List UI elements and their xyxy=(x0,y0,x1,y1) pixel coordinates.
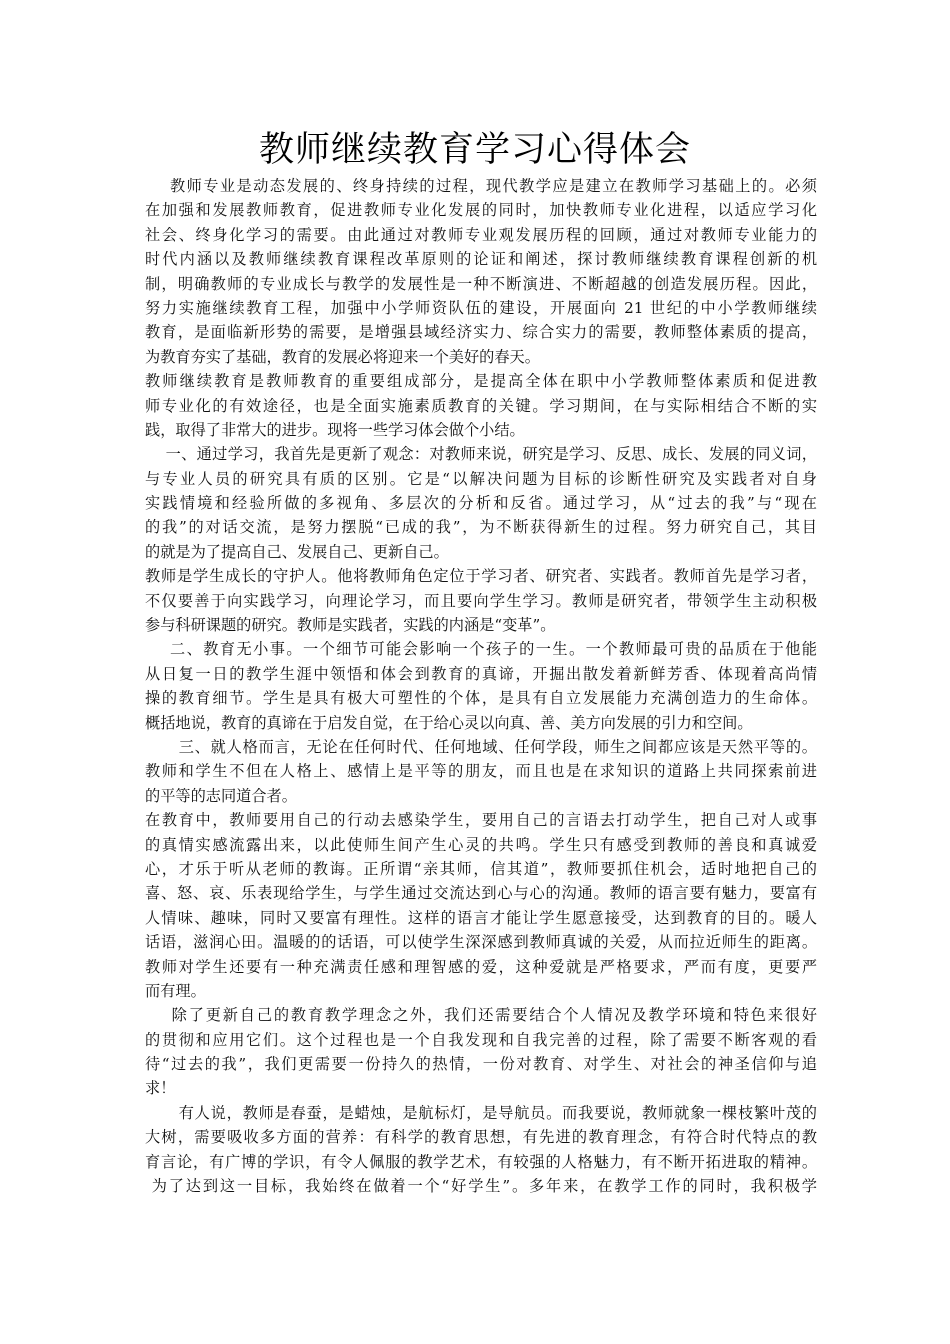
text-line: 求！ xyxy=(145,1079,176,1098)
text-line: 教师专业是动态发展的、终身持续的过程，现代教学应是建立在教师学习基础上的。必须 xyxy=(145,177,817,195)
text-line: 教师对学生还要有一种充满责任感和理智感的爱，这种爱就是严格要求，严而有度，更要严 xyxy=(145,957,817,976)
text-line: 二、教育无小事。一个细节可能会影响一个孩子的一生。一个教师最可贵的品质在于他能 xyxy=(145,640,817,659)
text-line: 努力实施继续教育工程，加强中小学师资队伍的建设，开展面向 21 世纪的中小学教师继续 xyxy=(145,298,817,317)
text-line: 教师是学生成长的守护人。他将教师角色定位于学习者、研究者、实践者。教师首先是学习者， xyxy=(145,567,817,586)
text-line: 制，明确教师的专业成长与教学的发展性是一种不断演进、不断超越的创造发展历程。因此， xyxy=(145,274,817,293)
text-line: 待“过去的我”，我们更需要一份持久的热情，一份对教育、对学生、对社会的神圣信仰与追 xyxy=(145,1055,817,1074)
text-line: 社会、终身化学习的需要。由此通过对教师专业观发展历程的回顾，通过对教师专业能力的 xyxy=(145,225,817,244)
text-line: 的我”的对话交流，是努力摆脱“已成的我”，为不断获得新生的过程。努力研究自己，其目 xyxy=(145,518,817,537)
text-line: 话语，滋润心田。温暖的的话语，可以使学生深深感到教师真诚的关爱，从而拉近师生的距离。 xyxy=(145,933,817,952)
text-line: 大树，需要吸收多方面的营养：有科学的教育思想，有先进的教育理念，有符合时代特点的教 xyxy=(145,1128,817,1147)
text-line: 参与科研课题的研究。教师是实践者，实践的内涵是“变革”。 xyxy=(145,616,556,635)
text-line: 育言论，有广博的学识，有令人佩服的教学艺术，有较强的人格魅力，有不断开拓进取的精神。 xyxy=(145,1152,817,1171)
document-body xyxy=(145,174,817,1198)
document-title: 教师继续教育学习心得体会 xyxy=(258,130,691,170)
text-line: 有人说，教师是春蚕，是蜡烛，是航标灯，是导航员。而我要说，教师就象一棵枝繁叶茂的 xyxy=(145,1103,817,1122)
text-line: 的平等的志同道合者。 xyxy=(145,786,297,805)
text-line: 从日复一日的教学生涯中领悟和体会到教育的真谛，开掘出散发着新鲜芳香、体现着高尚情 xyxy=(145,664,817,683)
text-line: 概括地说，教育的真谛在于启发自觉，在于给心灵以向真、善、美方向发展的引力和空间。 xyxy=(145,713,753,732)
text-line: 为了达到这一目标，我始终在做着一个“好学生”。多年来，在教学工作的同时，我积极学 xyxy=(145,1177,817,1196)
text-line: 三、就人格而言，无论在任何时代、任何地域、任何学段，师生之间都应该是天然平等的。 xyxy=(145,737,817,756)
text-line: 教育，是面临新形势的需要，是增强县域经济实力、综合实力的需要，教师整体素质的提高， xyxy=(145,323,817,342)
text-line: 师专业化的有效途径，也是全面实施素质教育的关键。学习期间，在与实际相结合不断的实 xyxy=(145,396,817,415)
text-line: 教师和学生不但在人格上、感情上是平等的朋友，而且也是在求知识的道路上共同探索前进 xyxy=(145,762,817,781)
text-line: 不仅要善于向实践学习，向理论学习，而且要向学生学习。教师是研究者，带领学生主动积极 xyxy=(145,591,817,610)
text-line: 践，取得了非常大的进步。现将一些学习体会做个小结。 xyxy=(145,420,525,439)
text-line: 时代内涵以及教师继续教育课程改革原则的论证和阐述，探讨教师继续教育课程创新的机 xyxy=(145,250,817,269)
text-line: 在教育中，教师要用自己的行动去感染学生，要用自己的言语去打动学生，把自己对人或事 xyxy=(145,811,817,830)
text-line: 除了更新自己的教育教学理念之外，我们还需要结合个人情况及教学环境和特色来很好 xyxy=(145,1006,817,1025)
text-line: 而有理。 xyxy=(145,981,206,1000)
text-line: 在加强和发展教师教育，促进教师专业化发展的同时，加快教师专业化进程，以适应学习化 xyxy=(145,201,817,220)
text-line: 的贯彻和应用它们。这个过程也是一个自我发现和自我完善的过程，除了需要不断客观的看 xyxy=(145,1030,817,1049)
text-line: 与专业人员的研究具有质的区别。它是“以解决问题为目标的诊断性研究及实践者对自身 xyxy=(145,469,817,488)
text-line: 教师继续教育是教师教育的重要组成部分，是提高全体在职中小学教师整体素质和促进教 xyxy=(145,372,817,391)
text-line: 喜、怒、哀、乐表现给学生，与学生通过交流达到心与心的沟通。教师的语言要有魅力，要富有 xyxy=(145,884,817,903)
text-line: 操的教育细节。学生是具有极大可塑性的个体，是具有自立发展能力充满创造力的生命体。 xyxy=(145,689,817,708)
text-line: 为教育夯实了基础，教育的发展必将迎来一个美好的春天。 xyxy=(145,347,540,366)
text-line: 的就是为了提高自己、发展自己、更新自己。 xyxy=(145,542,449,561)
text-line: 一、通过学习，我首先是更新了观念：对教师来说，研究是学习、反思、成长、发展的同义词， xyxy=(145,445,817,464)
text-line: 人情味、趣味，同时又要富有理性。这样的语言才能让学生愿意接受，达到教育的目的。暖人 xyxy=(145,908,817,927)
text-line: 心，才乐于听从老师的教诲。正所谓“亲其师，信其道”，教师要抓住机会，适时地把自己的 xyxy=(145,859,817,878)
text-line: 实践情境和经验所做的多视角、多层次的分析和反省。通过学习，从“过去的我”与“现在 xyxy=(145,494,817,513)
text-line: 的真情实感流露出来，以此使师生间产生心灵的共鸣。学生只有感受到教师的善良和真诚爱 xyxy=(145,835,817,854)
